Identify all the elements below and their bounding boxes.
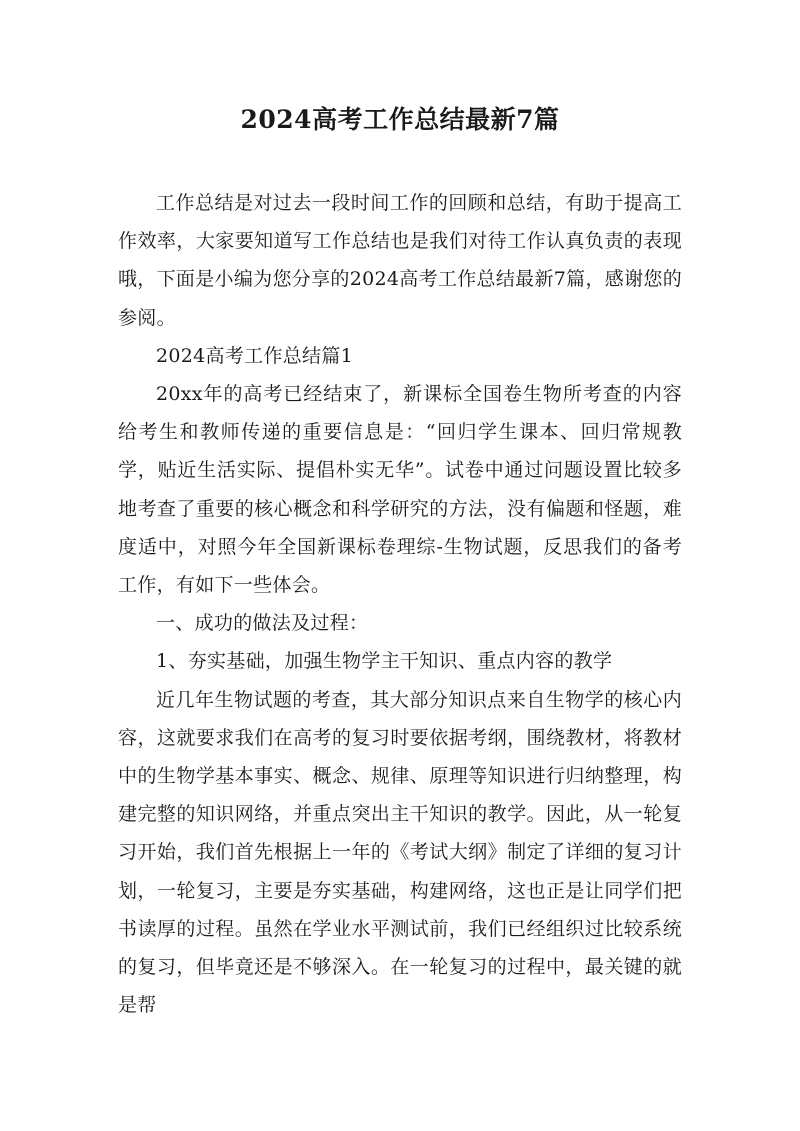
section-heading-1: 2024高考工作总结篇1 [156,344,354,367]
subheading-point-1: 1、夯实基础，加强生物学主干知识、重点内容的教学 [156,650,613,673]
intro-paragraph: 工作总结是对过去一段时间工作的回顾和总结，有助于提高工作效率，大家要知道写工作总结也是我们对待工作认真负责的表现哦，下面是小编为您分享的2024高考工作总结最新7篇，感谢您的参阅。 [118,192,682,329]
document-title: 2024高考工作总结最新7篇 [240,105,560,134]
body-paragraph: 20xx年的高考已经结束了，新课标全国卷生物所考查的内容给考生和教师传递的重要信息是：“回归学生课本、回归常规教学，贴近生活实际、提倡朴实无华”。试卷中通过问题设置比较多地考查了重要的核心概念和科学研究的方法，没有偏题和怪题，难度适中，对照今年全国新课标卷理综-生物试题，反思我们的备考工作，有如下一些体会。 [118,383,682,597]
document-body [118,184,682,1024]
subheading-success-methods: 一、成功的做法及过程： [156,612,369,635]
body-paragraph: 近几年生物试题的考查，其大部分知识点来自生物学的核心内容，这就要求我们在高考的复习时要依据考纲，围绕教材，将教材中的生物学基本事实、概念、规律、原理等知识进行归纳整理，构建完整的知识网络，并重点突出主干知识的教学。因此，从一轮复习开始，我们首先根据上一年的《考试大纲》制定了详细的复习计划，一轮复习，主要是夯实基础，构建网络，这也正是让同学们把书读厚的过程。虽然在学业水平测试前，我们已经组织过比较系统的复习，但毕竟还是不够深入。在一轮复习的过程中，最关键的就是帮 [118,688,682,1017]
